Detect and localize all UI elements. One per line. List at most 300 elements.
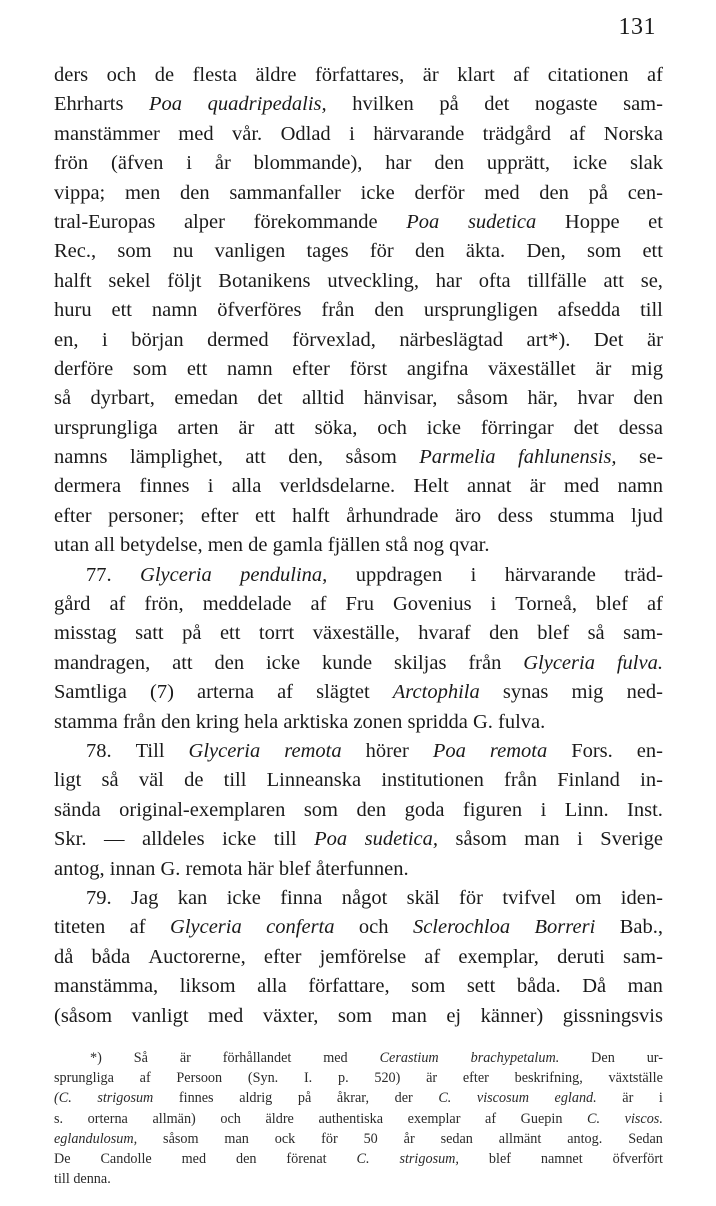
word: med: [208, 1004, 244, 1027]
footnote-line: [54, 1149, 663, 1169]
word: att: [245, 446, 266, 469]
word: antog.: [567, 1130, 603, 1147]
word: af: [647, 64, 663, 86]
word: af: [139, 1070, 151, 1087]
word: förenat: [286, 1150, 327, 1167]
word: har: [385, 152, 412, 175]
text-line: [54, 355, 663, 384]
word: tvifvel: [502, 886, 556, 909]
word: Norska: [603, 122, 663, 145]
word: misstag: [54, 622, 117, 645]
word: finnes: [139, 475, 190, 498]
text-line: [54, 120, 663, 149]
word: Linn.: [564, 798, 609, 821]
word: så: [101, 769, 119, 792]
word: se,: [640, 269, 663, 292]
word: derför: [414, 181, 465, 204]
text-line: [54, 443, 663, 472]
word: den: [489, 622, 519, 645]
word: växtställe: [608, 1070, 663, 1087]
word: De: [54, 1150, 71, 1167]
word: sända: [54, 798, 101, 821]
word: Poa: [406, 210, 440, 233]
text-line: [54, 296, 663, 325]
word: båda: [91, 945, 131, 968]
word: Hoppe: [564, 210, 620, 233]
word: ursprungligen: [423, 299, 538, 322]
word: som: [132, 357, 168, 380]
word: af: [109, 593, 126, 616]
word: cen-: [627, 181, 663, 204]
word: C.: [587, 1110, 601, 1127]
word: öfverfört: [612, 1150, 663, 1167]
word: figuren: [462, 798, 523, 821]
word: vanligen: [214, 240, 286, 263]
word: författares,: [314, 64, 405, 86]
text-line: [54, 179, 663, 208]
word: växter,: [262, 1004, 319, 1027]
text-line: [54, 208, 663, 237]
word: såsom: [456, 387, 509, 410]
word: Candolle: [100, 1150, 152, 1167]
word: huru: [54, 299, 92, 322]
word: eglandulosum,: [54, 1130, 138, 1147]
word: strigosum,: [399, 1150, 459, 1167]
word: i: [470, 563, 477, 586]
word: synas: [502, 681, 549, 704]
word: Samtliga: [54, 681, 127, 704]
word: år: [403, 1130, 415, 1147]
word: dermera: [54, 475, 122, 498]
word: från: [321, 299, 355, 322]
word: manstämmer: [54, 122, 160, 145]
word: allmänt: [498, 1130, 542, 1147]
word: förvexlad,: [292, 328, 376, 351]
text-line: [54, 972, 663, 1001]
word: den: [374, 299, 404, 322]
word: dess: [497, 504, 533, 527]
word: i: [207, 475, 214, 498]
word: ur-: [646, 1050, 663, 1066]
word: Sclerochloa: [412, 916, 511, 939]
word: Fors.: [571, 739, 613, 762]
word: dessa: [618, 416, 663, 439]
word: Det: [593, 328, 624, 351]
word: se-: [639, 446, 663, 469]
word: manstämma,: [54, 975, 159, 998]
word: Så: [133, 1050, 148, 1066]
word: har: [435, 269, 462, 292]
word: för: [459, 886, 483, 909]
word: den: [434, 152, 464, 175]
word: vippa;: [54, 181, 106, 204]
word: ligt: [54, 769, 82, 792]
word: der: [394, 1090, 413, 1107]
word: icke: [360, 181, 395, 204]
word: brachypetalum.: [470, 1050, 560, 1066]
word: man: [391, 1004, 427, 1027]
word: original-exemplaren: [119, 798, 286, 821]
word: remota: [489, 739, 548, 762]
word: klart: [457, 64, 495, 86]
word: och: [377, 416, 407, 439]
word: sam-: [623, 622, 663, 645]
word: de: [154, 64, 175, 86]
word: Linneanska: [266, 769, 362, 792]
word: (C.: [54, 1090, 72, 1107]
word: en,: [54, 328, 79, 351]
word: vår.: [232, 122, 263, 145]
word: Botanikens: [218, 269, 311, 292]
word: afsedda: [557, 299, 621, 322]
word: remota: [284, 739, 342, 762]
word: den: [235, 1150, 257, 1167]
word: är: [595, 357, 612, 380]
word: träd-: [624, 563, 663, 586]
word: båda.: [516, 975, 561, 998]
text-line: [54, 531, 663, 560]
word: alldeles: [141, 828, 205, 851]
word: Finland: [557, 769, 620, 792]
word: angifna: [406, 357, 469, 380]
word: Skr.: [54, 828, 87, 851]
word: Glyceria: [140, 563, 212, 586]
word: Bab.,: [619, 916, 663, 939]
word: Den,: [526, 240, 566, 263]
word: sedan: [440, 1130, 473, 1147]
word: hvilken: [352, 93, 414, 116]
word: hvaraf: [418, 622, 471, 645]
footnote-line: [54, 1048, 663, 1068]
word: Till: [135, 739, 165, 762]
word: 77.: [86, 563, 112, 586]
word: aldrig: [239, 1090, 273, 1107]
text-line: [54, 855, 663, 884]
word: är: [238, 416, 255, 439]
word: Odlad: [280, 122, 331, 145]
footnote-line: [54, 1169, 663, 1189]
word: äldre: [255, 64, 297, 86]
word: ljud: [631, 504, 663, 527]
word: efter: [200, 504, 239, 527]
word: man: [627, 975, 663, 998]
text-line: [54, 414, 663, 443]
word: alltid: [302, 387, 345, 410]
word: namn: [151, 299, 198, 322]
word: så: [587, 622, 605, 645]
word: icke: [265, 651, 301, 674]
word: något: [341, 886, 388, 909]
word: trädgård: [482, 122, 551, 145]
word: Sverige: [600, 828, 663, 851]
word: är: [426, 1070, 438, 1087]
word: finna: [280, 886, 323, 909]
text-line: [54, 561, 663, 590]
word: p.: [337, 1070, 349, 1087]
text-line: [54, 884, 663, 913]
word: till: [223, 769, 247, 792]
word: halft: [292, 504, 330, 527]
body-text: [54, 61, 663, 1031]
word: gissningsvis: [562, 1004, 663, 1027]
word: är: [622, 1090, 634, 1107]
word: på: [588, 181, 608, 204]
word: nogaste: [534, 93, 598, 116]
text-line-content: antog, innan G. remota här blef återfunnen.: [54, 857, 409, 880]
word: torrt: [258, 622, 295, 645]
text-line: [54, 737, 663, 766]
word: början: [131, 328, 184, 351]
word: quadripedalis,: [207, 93, 327, 116]
word: deruti: [557, 945, 605, 968]
word: exemplar,: [458, 945, 539, 968]
word: ursprungliga: [54, 416, 158, 439]
word: ett: [642, 240, 663, 263]
word: frön,: [144, 593, 184, 616]
text-line: [54, 149, 663, 178]
word: såsom: [455, 828, 507, 851]
word: flesta: [192, 64, 237, 86]
word: et: [648, 210, 663, 233]
word: skiljas: [394, 651, 447, 674]
word: Sedan: [628, 1130, 663, 1147]
word: och: [106, 64, 137, 86]
word: personer;: [108, 504, 185, 527]
text-line: [54, 90, 663, 119]
word: hänvisar,: [363, 387, 438, 410]
word: är: [647, 328, 663, 351]
word: Torneå,: [515, 593, 578, 616]
word: härvarande: [504, 563, 596, 586]
word: Persoon: [176, 1070, 223, 1087]
word: ders: [54, 64, 89, 86]
word: först: [349, 357, 388, 380]
word: icke: [426, 416, 461, 439]
text-line: [54, 1002, 663, 1031]
text-line: [54, 237, 663, 266]
word: gård: [54, 593, 91, 616]
word: fulva.: [616, 651, 663, 674]
word: Glyceria: [170, 916, 242, 939]
text-line: [54, 502, 663, 531]
word: alla: [257, 975, 287, 998]
word: exemplar: [407, 1110, 461, 1127]
word: det: [257, 387, 283, 410]
text-line: [54, 326, 663, 355]
word: af: [569, 122, 586, 145]
word: ett: [186, 357, 208, 380]
word: sett: [466, 975, 496, 998]
word: 79.: [86, 886, 112, 909]
footnote: [54, 1048, 663, 1189]
word: förekommande: [253, 210, 378, 233]
text-line: [54, 267, 663, 296]
word: ej: [446, 1004, 462, 1027]
word: tages: [306, 240, 349, 263]
word: mandragen,: [54, 651, 151, 674]
word: —: [103, 828, 125, 851]
word: namn: [617, 475, 663, 498]
word: icke: [226, 886, 261, 909]
word: på: [297, 1090, 312, 1107]
word: namnet: [540, 1150, 583, 1167]
page-number: 131: [618, 14, 656, 40]
word: dermed: [207, 328, 269, 351]
word: att: [274, 416, 295, 439]
word: slak: [629, 152, 663, 175]
text-line-content: stamma från den kring hela arktiska zonen spridda G. fulva.: [54, 710, 546, 733]
word: authentiska: [318, 1110, 384, 1127]
word: vanligt: [131, 1004, 189, 1027]
word: lämplighet,: [130, 446, 223, 469]
footnote-line-content: till denna.: [54, 1171, 111, 1188]
word: med: [323, 1050, 348, 1066]
word: i: [577, 828, 583, 851]
word: utveckling,: [327, 269, 419, 292]
word: Då: [582, 975, 607, 998]
word: ock: [274, 1130, 296, 1147]
word: som: [587, 240, 622, 263]
word: den: [415, 240, 445, 263]
word: Rec.,: [54, 240, 97, 263]
word: den: [214, 651, 245, 674]
word: med: [181, 1150, 207, 1167]
word: blommande),: [253, 152, 363, 175]
word: arten: [177, 416, 219, 439]
text-line: [54, 384, 663, 413]
word: af: [310, 593, 327, 616]
word: ett: [255, 504, 276, 527]
word: till: [273, 828, 297, 851]
word: ett: [219, 622, 241, 645]
text-line: [54, 649, 663, 678]
word: pendulina,: [240, 563, 328, 586]
word: den,: [288, 446, 324, 469]
word: med: [484, 181, 520, 204]
word: Parmelia: [419, 446, 496, 469]
word: blef: [596, 593, 628, 616]
word: jemförelse: [319, 945, 407, 968]
footnote-line: [54, 1088, 663, 1108]
word: strigosum: [97, 1090, 154, 1107]
text-line: [54, 708, 663, 737]
word: här,: [527, 387, 559, 410]
text-line: [54, 590, 663, 619]
word: söka,: [314, 416, 358, 439]
footnote-line: [54, 1129, 663, 1149]
word: finnes: [178, 1090, 214, 1107]
text-line: [54, 943, 663, 972]
word: äro: [454, 504, 482, 527]
word: *): [90, 1050, 102, 1066]
word: för: [369, 240, 394, 263]
word: Ehrharts: [54, 93, 124, 116]
word: citationen: [547, 64, 629, 86]
word: verldsdelarne.: [279, 475, 396, 498]
word: Guepin: [520, 1110, 563, 1127]
word: (7): [150, 681, 174, 704]
word: de: [184, 769, 204, 792]
word: namn: [227, 357, 273, 380]
word: men: [124, 181, 161, 204]
word: äldre: [265, 1110, 294, 1127]
word: kunde: [322, 651, 373, 674]
word: som: [337, 1004, 373, 1027]
text-line: [54, 913, 663, 942]
word: art*).: [526, 328, 571, 351]
word: efter: [462, 1070, 489, 1087]
word: dyrbart,: [90, 387, 155, 410]
word: tral-Europas: [54, 210, 156, 233]
word: den: [356, 798, 387, 821]
word: af: [129, 916, 146, 939]
word: att: [172, 651, 193, 674]
word: (såsom: [54, 1004, 113, 1027]
word: sam-: [623, 945, 663, 968]
word: Govenius: [392, 593, 472, 616]
word: ned-: [626, 681, 663, 704]
word: Auctorerne,: [148, 945, 246, 968]
word: den: [633, 387, 663, 410]
footnote-line: [54, 1068, 663, 1088]
word: Arctophila: [392, 681, 480, 704]
word: i: [490, 593, 497, 616]
word: kan: [177, 886, 208, 909]
word: och: [358, 916, 389, 939]
word: alper: [183, 210, 225, 233]
text-line: [54, 796, 663, 825]
word: författare,: [308, 975, 390, 998]
text-line: [54, 619, 663, 648]
word: förhållandet: [222, 1050, 292, 1066]
word: goda: [404, 798, 445, 821]
word: en-: [636, 739, 663, 762]
word: då: [54, 945, 74, 968]
word: sammanfaller: [229, 181, 341, 204]
word: Cerastium: [379, 1050, 439, 1066]
word: (Syn.: [247, 1070, 279, 1087]
word: sudetica,: [364, 828, 439, 851]
word: med: [178, 122, 214, 145]
word: af: [277, 681, 294, 704]
word: Den: [591, 1050, 615, 1066]
text-line: [54, 472, 663, 501]
word: så: [54, 387, 72, 410]
word: emedan: [174, 387, 239, 410]
word: man: [224, 1130, 249, 1147]
word: viscos.: [624, 1110, 663, 1127]
word: som: [411, 975, 446, 998]
word: den: [179, 181, 210, 204]
word: slägtet: [316, 681, 370, 704]
word: närbeslägtad: [399, 328, 503, 351]
word: hvar: [577, 387, 614, 410]
word: upprätt,: [486, 152, 551, 175]
word: i: [186, 152, 192, 175]
word: i: [102, 328, 108, 351]
word: man: [524, 828, 560, 851]
word: icke: [572, 152, 608, 175]
word: titeten: [54, 916, 106, 939]
word: känner): [480, 1004, 544, 1027]
word: på: [439, 93, 459, 116]
word: Fru: [345, 593, 374, 616]
word: härvarande: [373, 122, 465, 145]
word: såsom: [345, 446, 397, 469]
word: I.: [303, 1070, 313, 1087]
word: för: [321, 1130, 338, 1147]
word: meddelade: [202, 593, 292, 616]
